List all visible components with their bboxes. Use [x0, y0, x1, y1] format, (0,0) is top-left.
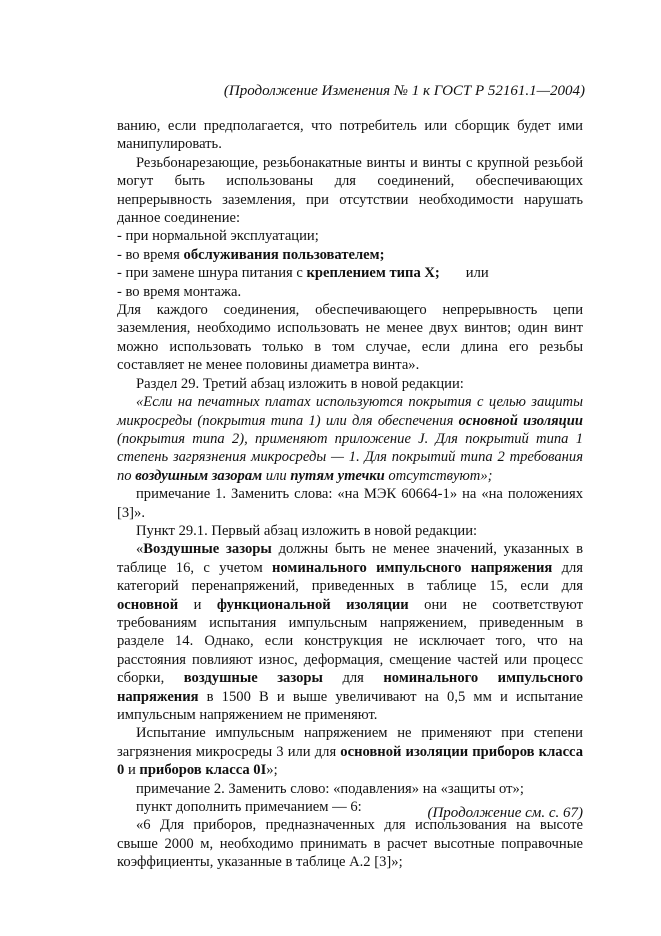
paragraph-quote-coatings [117, 393, 583, 485]
text: для категорий перенапряжений, приведенных в таблице 15, если для [117, 559, 583, 595]
term: функциональной изоляции [216, 596, 409, 613]
term: основной изоляции приборов класса 0 [117, 743, 583, 779]
list-item-text: или [465, 265, 489, 282]
list-item [117, 246, 583, 264]
paragraph-note-1: примечание 1. Заменить слова: «на МЭК 60664-1» на «на положениях [3]». [117, 486, 583, 521]
text: они не соответствуют требованиям испытания импульсным напряжением, приведенным в разделе 14. Однако, если конструкция не исключает того, что на расстояния повлияют износ, деформация, смещение частей или процесс сборки, [117, 596, 583, 687]
paragraph-clearances [117, 540, 583, 724]
term: номинального импульсного напряжения [117, 670, 584, 705]
list-item-text: - во время [117, 246, 184, 263]
term: воздушные зазоры [183, 670, 323, 687]
paragraph-impulse-test [117, 724, 583, 779]
page-header: (Продолжение Изменения № 1 к ГОСТ Р 52161.1—2004) [223, 83, 585, 99]
quote-text: или [262, 467, 291, 484]
text: в 1500 В и выше увеличивают на 0,5 мм и испытание импульсным напряжением не применяют. [117, 688, 583, 723]
paragraph-clause-29-1: Пункт 29.1. Первый абзац изложить в новой редакции: [136, 522, 478, 539]
list-item: - при нормальной эксплуатации; [117, 228, 319, 245]
text: и [178, 596, 217, 613]
quote-term: основной изоляции [458, 412, 583, 429]
paragraph-note-6: «6 Для приборов, предназначенных для использования на высоте свыше 2000 м, необходимо принимать в расчет высотные поправочные коэффициенты, указанные в таблице А.2 [3]»; [117, 817, 583, 871]
paragraph-connections: Для каждого соединения, обеспечивающего непрерывность цепи заземления, необходимо использовать не менее двух винтов; один винт можно использовать только в том случае, если длина его резьбы составляет не менее половины диаметра винта». [117, 302, 583, 374]
paragraph-screws: Резьбонарезающие, резьбонакатные винты и винты с крупной резьбой могут быть использованы для соединений, обеспечивающих непрерывность заземления, при отсутствии необходимости нарушать данное соединение: [117, 154, 583, 227]
term: Воздушные зазоры [143, 541, 272, 558]
paragraph-add-note: пункт дополнить примечанием — 6: [136, 799, 362, 816]
text: должны быть не менее значений, указанных в таблице 16, с учетом [117, 541, 583, 576]
term: основной [117, 596, 179, 613]
list-item-term: обслуживания пользователем; [183, 246, 385, 263]
quote-term: путям утечки [290, 467, 385, 484]
paragraph-note-2: примечание 2. Заменить слово: «подавления» на «защиты от»; [136, 780, 524, 797]
quote-term: воздушным зазорам [135, 467, 263, 484]
text: и [124, 762, 140, 779]
quote-text: (покрытия типа 2), применяют приложение J. Для покрытий типа 1 степень загрязнения микросреды — 1. Для покрытий типа 2 требования по [117, 430, 583, 484]
text: »; [266, 762, 278, 779]
text: для [322, 670, 384, 687]
list-item: - во время монтажа. [117, 283, 242, 300]
term: номинального импульсного напряжения [272, 559, 553, 576]
text: « [136, 541, 144, 558]
quote-text: отсутствуют»; [384, 467, 493, 484]
term: приборов класса 0I [139, 762, 267, 779]
paragraph-section-29: Раздел 29. Третий абзац изложить в новой редакции: [136, 375, 464, 392]
body-text [117, 117, 583, 872]
page-footer: (Продолжение см. с. 67) [427, 805, 583, 821]
conditions-list [117, 227, 583, 301]
list-item [117, 264, 583, 282]
paragraph-continuation: ванию, если предполагается, что потребитель или сборщик будет ими манипулировать. [117, 118, 583, 153]
list-item-term: креплением типа X; [306, 265, 440, 282]
quote-text: «Если на печатных платах используются покрытия с целью защиты микросреды (покрытия типа 1) или для обеспечения [117, 394, 583, 429]
text: Испытание импульсным напряжением не применяют при степени загрязнения микросреды 3 или для [117, 725, 583, 760]
list-item-text: - при замене шнура питания с [117, 265, 307, 282]
